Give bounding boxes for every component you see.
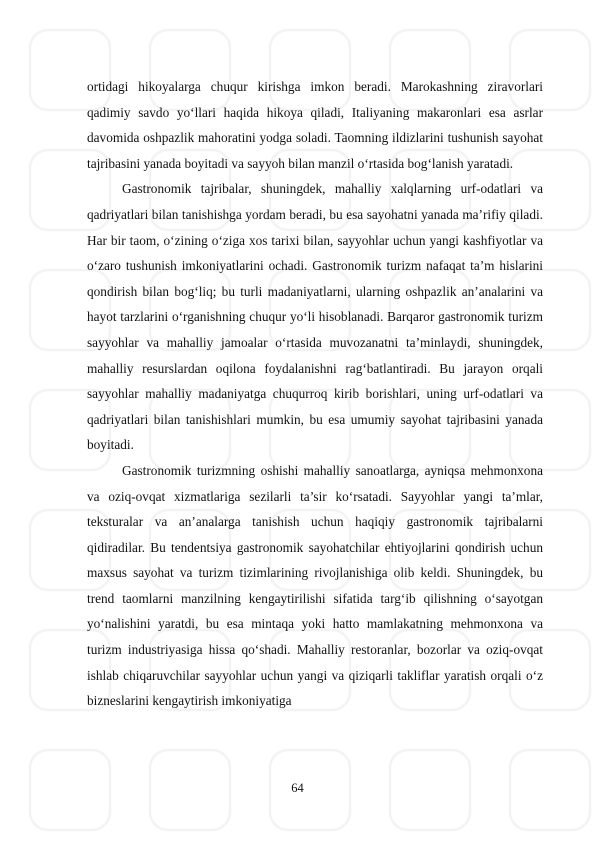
paragraph: Gastronomik turizmning oshishi mahalliy sanoatlarga, ayniqsa mehmonxona va oziq-ovqat xizmatlariga sezilarli ta’sir ko‘rsatadi. Sayyohlar yangi ta’mlar, teksturalar va an’analarga tanishish uchun haqiqiy gastronomik tajribalarni qidiradilar. Bu tendentsiya gastronomik sayohatchilar ehtiyojlarini qondirish uchun maxsus sayohat va turizm tizimlarining rivojlanishiga olib keldi. Shuningdek, bu trend taomlarni manzilning kengaytirilishi sifatida targ‘ib qilishning o‘sayotgan yo‘nalishini yaratdi, bu esa mintaqa yoki hatto mamlakatning mehmonxona va turizm industriyasiga hissa qo‘shadi. Mahalliy restoranlar, bozorlar va oziq-ovqat ishlab chiqaruvchilar sayyohlar uchun yangi va qiziqarli takliflar yaratish orqali o‘z bizneslarini kengaytirish imkoniyatiga: [87, 462, 543, 709]
page-body: [87, 74, 543, 714]
paragraph-continuation: ortidagi hikoyalarga chuqur kirishga imkon beradi. Marokashning ziravorlari qadimiy savdo yo‘llari haqida hikoya qiladi, Italiyaning makaronlari esa asrlar davomida oshpazlik mahoratini yodga soladi. Taomning ildizlarini tushunish sayohat tajribasini yanada boyitadi va sayyoh bilan manzil o‘rtasida bog‘lanish yaratadi.: [87, 79, 543, 171]
paragraph: Gastronomik tajribalar, shuningdek, mahalliy xalqlarning urf-odatlari va qadriyatlari bilan tanishishga yordam beradi, bu esa sayohatni yanada ma’rifiy qiladi. Har bir taom, o‘zining o‘ziga xos tarixi bilan, sayyohlar uchun yangi kashfiyotlar va o‘zaro tushunish imkoniyatlarini ochadi. Gastronomik turizm nafaqat ta’m hislarini qondirish bilan bog‘liq; bu turli madaniyatlarni, ularning oshpazlik an’analarini va hayot tarzlarini o‘rganishning chuqur yo‘li hisoblanadi. Barqaror gastronomik turizm sayyohlar va mahalliy jamoalar o‘rtasida muvozanatni ta’minlaydi, shuningdek, mahalliy resurslardan oqilona foydalanishni rag‘batlantiradi. Bu jarayon orqali sayyohlar mahalliy madaniyatga chuqurroq kirib borishlari, uning urf-odatlari va qadriyatlari bilan tanishishlari mumkin, bu esa umumiy sayohat tajribasini yanada boyitadi.: [87, 181, 543, 453]
page-number: 64: [291, 781, 304, 795]
